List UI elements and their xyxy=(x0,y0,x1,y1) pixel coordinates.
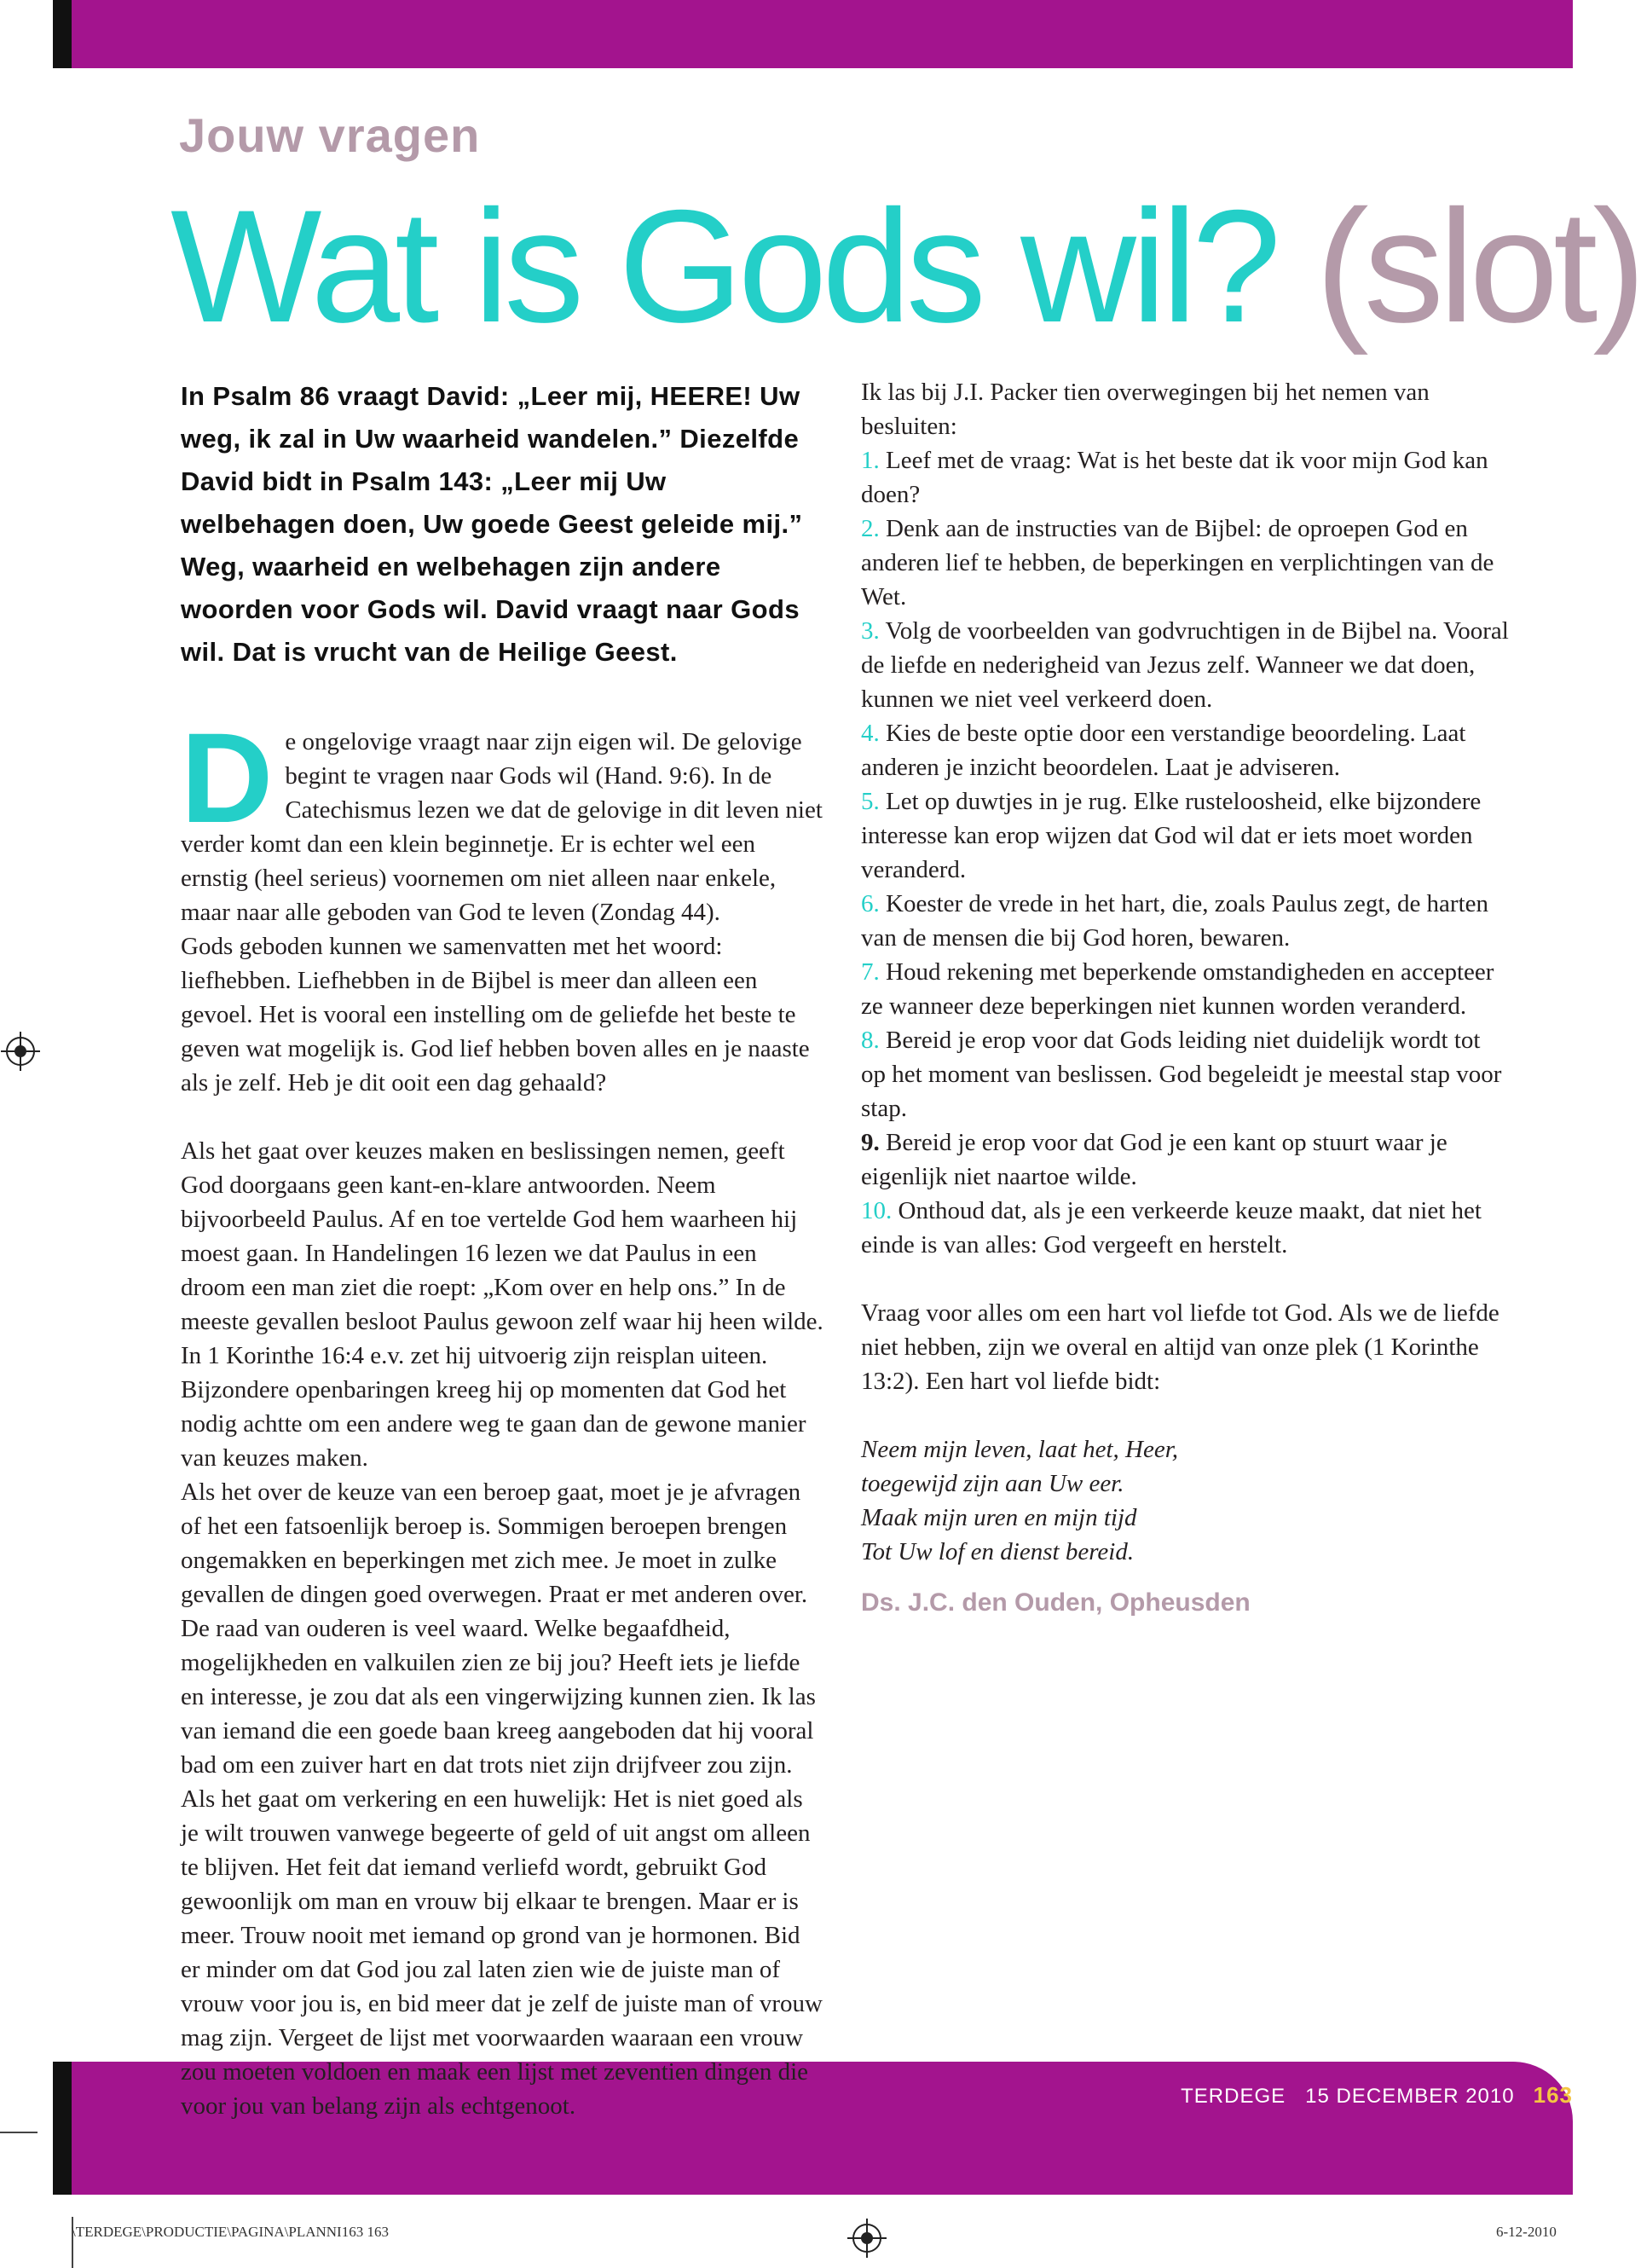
list-item xyxy=(861,443,1509,512)
body-paragraph: Als het gaat om verkering en een huwelijk: Het is niet goed als je wilt trouwen vanwege begeerte of geld of uit angst om alleen te blijven. Het feit dat iemand verliefd wordt, gebruikt God gewoonlijk om man en vrouw bij elkaar te brengen. Maar er is meer. Trouw nooit met iemand op grond van je hormonen. Bid er minder om dat God jou zal laten zien wie de juiste man of vrouw voor jou is, en bid meer dat je zelf de juiste man of vrouw mag zijn. Vergeet de lijst met voorwaarden waaraan een vrouw zou moeten voldoen en maak een lijst met zeventien dingen die voor jou van belang zijn als echtgenoot. xyxy=(181,1785,823,2120)
header-color-band xyxy=(72,0,1573,68)
item-number: 2. xyxy=(861,515,880,542)
section-kicker: Jouw vragen xyxy=(179,108,481,162)
intro-paragraph: In Psalm 86 vraagt David: „Leer mij, HEERE! Uw weg, ik zal in Uw waarheid wandelen.” Diezelfde David bidt in Psalm 143: „Leer mij Uw welbehagen doen, Uw goede Geest geleide mij.” Weg, waarheid en welbehagen zijn andere woorden voor Gods wil. David vraagt naar Gods wil. Dat is vrucht van de Heilige Geest. xyxy=(181,381,803,667)
item-number: 5. xyxy=(861,788,880,815)
list-item xyxy=(861,887,1509,955)
item-text: Denk aan de instructies van de Bijbel: de oproepen God en anderen lief te hebben, de beperkingen en verplichtingen van de Wet. xyxy=(861,515,1494,610)
body-paragraph xyxy=(181,706,824,929)
item-text: Onthoud dat, als je een verkeerde keuze maakt, dat niet het einde is van alles: God vergeeft en herstelt. xyxy=(861,1197,1482,1258)
poem-line: Maak mijn uren en mijn tijd xyxy=(861,1504,1137,1531)
list-item xyxy=(861,716,1509,784)
registration-mark-icon xyxy=(852,2224,881,2253)
item-text: Bereid je erop voor dat God je een kant op stuurt waar je eigenlijk niet naartoe wilde. xyxy=(861,1129,1447,1190)
poem-line: Tot Uw lof en dienst bereid. xyxy=(861,1538,1135,1565)
body-paragraph: Als het gaat over keuzes maken en beslissingen nemen, geeft God doorgaans geen kant-en-klare antwoorden. Neem bijvoorbeeld Paulus. Af en toe vertelde God hem waarheen hij moest gaan. In Handelingen 16 lezen we dat Paulus in een droom een man ziet die roept: „Kom over en help ons.” In de meeste gevallen besloot Paulus gewoon zelf waar hij heen wilde. In 1 Korinthe 16:4 e.v. zet hij uitvoerig zijn reisplan uiteen. Bijzondere openbaringen kreeg hij op momenten dat God het nodig achtte om een andere weg te gaan dan de gewone manier van keuzes maken. xyxy=(181,1137,823,1472)
article-column-right xyxy=(861,375,1509,1620)
drop-cap: D xyxy=(181,706,274,849)
list-item xyxy=(861,512,1509,614)
list-item xyxy=(861,1125,1509,1194)
item-text: Houd rekening met beperkende omstandigheden en accepteer ze wanneer deze beperkingen niet kunnen worden veranderd. xyxy=(861,958,1494,1020)
page-number: 163 xyxy=(1533,2082,1573,2108)
item-text: Kies de beste optie door een verstandige beoordeling. Laat anderen je inzicht beoordelen. Laat je adviseren. xyxy=(861,720,1466,781)
item-text: Volg de voorbeelden van godvruchtigen in de Bijbel na. Vooral de liefde en nederigheid van Jezus zelf. Wanneer we dat doen, kunnen we niet veel verkeerd doen. xyxy=(861,617,1509,713)
poem xyxy=(861,1432,1509,1569)
item-number: 7. xyxy=(861,958,880,986)
title-main: Wat is Gods wil? xyxy=(170,176,1276,356)
item-text: Let op duwtjes in je rug. Elke rusteloosheid, elke bijzondere interesse kan erop wijzen dat God wil dat er iets moet worden veranderd. xyxy=(861,788,1482,883)
item-number: 4. xyxy=(861,720,880,747)
page-footer xyxy=(1181,2082,1573,2109)
body-paragraph: Als het over de keuze van een beroep gaat, moet je je afvragen of het een fatsoenlijk beroep is. Sommigen beroepen brengen ongemakken en beperkingen met zich mee. Je moet in zulke gevallen de dingen goed overwegen. Praat er met anderen over. De raad van ouderen is veel waard. Welke begaafdheid, mogelijkheden en valkuilen zien ze bij jou? Heeft iets je liefde en interesse, je zou dat als een vingerwijzing kunnen zien. Ik las van iemand die een goede baan kreeg aangeboden dat hij vooral bad om een zuiver hart en dat trots niet zijn drijfveer zou zijn. xyxy=(181,1478,816,1779)
poem-line: toegewijd zijn aan Uw eer. xyxy=(861,1470,1124,1497)
list-item xyxy=(861,784,1509,887)
list-item xyxy=(861,955,1509,1023)
item-number: 6. xyxy=(861,890,880,917)
item-number: 8. xyxy=(861,1027,880,1054)
page-title xyxy=(170,176,1641,356)
body-paragraph: Gods geboden kunnen we samenvatten met het woord: liefhebben. Liefhebben in de Bijbel is meer dan alleen een gevoel. Het is vooral een instelling om de geliefde het beste te geven wat mogelijk is. God lief hebben boven alles en je naaste als je zelf. Heb je dit ooit een dag gehaald? xyxy=(181,933,810,1096)
closing-paragraph: Vraag voor alles om een hart vol liefde tot God. Als we de liefde niet hebben, zijn we overal en altijd van onze plek (1 Korinthe 13:2). Een hart vol liefde bidt: xyxy=(861,1299,1499,1395)
issue-date: 15 DECEMBER 2010 xyxy=(1305,2085,1515,2108)
item-number: 1. xyxy=(861,447,880,474)
magazine-name: TERDEGE xyxy=(1181,2085,1286,2108)
item-number: 3. xyxy=(861,617,880,645)
list-item xyxy=(861,614,1509,716)
list-intro: Ik las bij J.I. Packer tien overwegingen bij het nemen van besluiten: xyxy=(861,379,1430,440)
title-suffix: (slot) xyxy=(1315,176,1641,356)
item-text: Leef met de vraag: Wat is het beste dat ik voor mijn God kan doen? xyxy=(861,447,1488,508)
item-number: 9. xyxy=(861,1129,880,1156)
list-item xyxy=(861,1023,1509,1125)
item-text: Bereid je erop voor dat Gods leiding niet duidelijk wordt tot op het moment van beslissen. God begeleidt je meestal stap voor stap. xyxy=(861,1027,1502,1122)
print-bar-bottom xyxy=(53,2062,72,2195)
poem-line: Neem mijn leven, laat het, Heer, xyxy=(861,1436,1179,1463)
registration-mark-icon xyxy=(6,1037,35,1066)
author-byline: Ds. J.C. den Ouden, Opheusden xyxy=(861,1588,1251,1617)
item-number: 10. xyxy=(861,1197,893,1224)
print-slug-path: \TERDEGE\PRODUCTIE\PAGINA\PLANNI163 163 xyxy=(72,2224,389,2240)
print-bar-top xyxy=(53,0,72,68)
print-slug-date: 6-12-2010 xyxy=(1496,2224,1557,2240)
body-text: e ongelovige vraagt naar zijn eigen wil. De gelovige begint te vragen naar Gods wil (Hand. 9:6). In de Catechismus lezen we dat de gelovige in dit leven niet verder komt dan een klein beginnetje. Er is echter wel een ernstig (heel serieus) voornemen om niet alleen naar enkele, maar naar alle geboden van God te leven (Zondag 44). xyxy=(181,728,823,926)
crop-mark xyxy=(0,2132,38,2133)
list-item xyxy=(861,1194,1509,1262)
article-column-left xyxy=(181,375,824,2123)
item-text: Koester de vrede in het hart, die, zoals Paulus zegt, de harten van de mensen die bij God horen, bewaren. xyxy=(861,890,1489,952)
